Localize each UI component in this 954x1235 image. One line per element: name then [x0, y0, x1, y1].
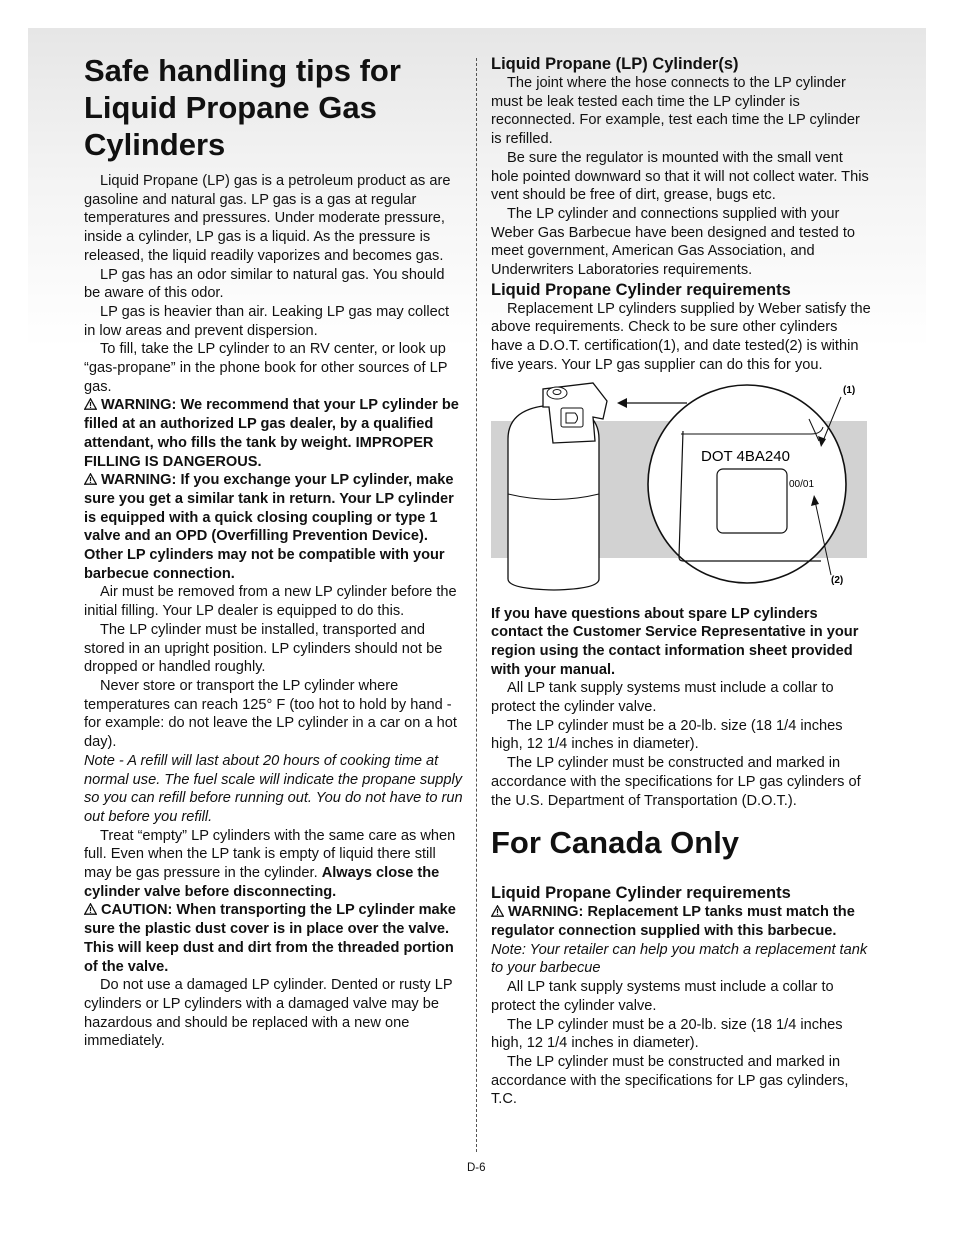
paragraph-empty-bold: Always close the cylinder valve before disconnecting.	[84, 865, 440, 900]
note-retailer: Note: Your retailer can help you match a replacement tank to your barbecue	[491, 941, 868, 977]
paragraph-empty-text: Treat “empty” LP cylinders with the same care as when full. Even when the LP tank is empty of liquid there still may be gas pressure in the cylinder.	[84, 827, 456, 882]
warning-icon	[84, 398, 97, 410]
right-column	[491, 54, 873, 1109]
lp-tank-drawing	[508, 383, 607, 590]
caution-icon	[84, 903, 97, 915]
note-refill: Note - A refill will last about 20 hours of cooking time at normal use. The fuel scale will indicate the propane supply so you can refill before running out. You do not have to run out before you refill.	[84, 752, 463, 825]
heading-lp-cylinders: Liquid Propane (LP) Cylinder(s)	[491, 55, 739, 73]
paragraph-air: Air must be removed from a new LP cylinder before the initial filling. Your LP dealer is equipped to do this.	[84, 584, 457, 620]
cylinder-figure	[491, 379, 869, 591]
paragraph-replacement: Replacement LP cylinders supplied by Weber satisfy the above requirements. Check to be sure other cylinders have a D.O.T. certification(1), and date tested(2) is within five years. Your LP gas supplier can do this for you.	[491, 300, 871, 373]
paragraph-canada-size: The LP cylinder must be a 20-lb. size (18 1/4 inches high, 12 1/4 inches in diameter).	[491, 1016, 843, 1052]
heading-cylinder-requirements: Liquid Propane Cylinder requirements	[491, 280, 791, 299]
paragraph-heavier: LP gas is heavier than air. Leaking LP gas may collect in low areas and prevent dispersion.	[84, 303, 450, 339]
caution-transport-text: CAUTION: When transporting the LP cylinder make sure the plastic dust cover is in place over the valve. This will keep dust and dirt from the threaded portion of the valve.	[84, 902, 456, 975]
paragraph-regulator: Be sure the regulator is mounted with the small vent hole pointed downward so that it will not collect water. This vent should be free of dirt, grease, bugs etc.	[491, 149, 869, 204]
paragraph-joint: The joint where the hose connects to the LP cylinder must be leak tested each time the LP cylinder is reconnected. For example, test each time the LP cylinder is refilled.	[491, 75, 860, 148]
warning-exchange-text: WARNING: If you exchange your LP cylinder, make sure you get a similar tank in return. Your LP cylinder is equipped with a quick closing coupling or type 1 valve and an OPD (Overfilling Prevention Device). Other LP cylinders may not be compatible with your barbecue connection.	[84, 472, 454, 582]
warning-icon	[491, 905, 504, 917]
warning-canada	[491, 903, 873, 940]
caution-transport	[84, 901, 464, 976]
warning-filling-text: WARNING: We recommend that your LP cylinder be filled at an authorized LP gas dealer, by a qualified attendant, who fills the tank by weight. IMPROPER FILLING IS DANGEROUS.	[84, 397, 459, 470]
date-tested-text: 00/01	[789, 478, 815, 490]
paragraph-odor: LP gas has an odor similar to natural gas. You should be aware of this odor.	[84, 266, 445, 302]
paragraph-temperature: Never store or transport the LP cylinder where temperatures can reach 125° F (too hot to hold by hand - for example: do not leave the LP cylinder in a car on a hot day).	[84, 677, 457, 751]
heading-canada-requirements: Liquid Propane Cylinder requirements	[491, 884, 791, 903]
figure-label-1: (1)	[843, 384, 856, 396]
cylinder-illustration	[491, 379, 869, 591]
warning-exchange	[84, 471, 464, 583]
date-stamp-plate	[717, 469, 787, 533]
page-number: D-6	[467, 1162, 486, 1174]
left-column	[84, 52, 464, 1051]
paragraph-upright: The LP cylinder must be installed, transported and stored in an upright position. LP cylinders should not be dropped or handled roughly.	[84, 621, 443, 676]
warning-filling	[84, 396, 464, 471]
paragraph-canada-collar: All LP tank supply systems must include a collar to protect the cylinder valve.	[491, 979, 834, 1014]
column-divider	[476, 58, 477, 1152]
warning-canada-text: WARNING: Replacement LP tanks must match the regulator connection supplied with this barbecue.	[491, 904, 855, 939]
paragraph-size: The LP cylinder must be a 20-lb. size (18 1/4 inches high, 12 1/4 inches in diameter).	[491, 717, 843, 753]
page-title: Safe handling tips for Liquid Propane Gas Cylinders	[84, 53, 401, 162]
paragraph-weber-tested: The LP cylinder and connections supplied with your Weber Gas Barbecue have been designed and tested to meet government, American Gas Association, and Underwriters Laboratories requirements.	[491, 205, 856, 279]
paragraph-empty	[84, 827, 464, 902]
warning-icon	[84, 473, 97, 485]
paragraph-collar: All LP tank supply systems must include a collar to protect the cylinder valve.	[491, 680, 834, 716]
paragraph-questions: If you have questions about spare LP cylinders contact the Customer Service Representative in your region using the contact information sheet provided with your manual.	[491, 605, 859, 678]
dot-certification-text: DOT 4BA240	[701, 447, 790, 465]
paragraph-fill: To fill, take the LP cylinder to an RV center, or look up “gas-propane” in the phone book for other sources of LP gas.	[84, 341, 448, 395]
heading-canada: For Canada Only	[491, 825, 740, 861]
paragraph-damaged: Do not use a damaged LP cylinder. Dented or rusty LP cylinders or LP cylinders with a damaged valve may be hazardous and should be replaced with a new one immediately.	[84, 977, 453, 1050]
paragraph-lp-intro: Liquid Propane (LP) gas is a petroleum product as are gasoline and natural gas. LP gas is a gas at regular temperatures and pressures. Under moderate pressure, inside a cylinder, LP gas is a liquid. As the pressure is released, the liquid readily vaporizes and becomes gas.	[84, 173, 451, 264]
figure-label-2: (2)	[831, 574, 844, 586]
paragraph-canada-spec: The LP cylinder must be constructed and marked in accordance with the specifications for LP gas cylinders, T.C.	[491, 1053, 849, 1108]
paragraph-dot-spec: The LP cylinder must be constructed and marked in accordance with the specifications for LP gas cylinders of the U.S. Department of Transportation (D.O.T.).	[491, 755, 861, 809]
